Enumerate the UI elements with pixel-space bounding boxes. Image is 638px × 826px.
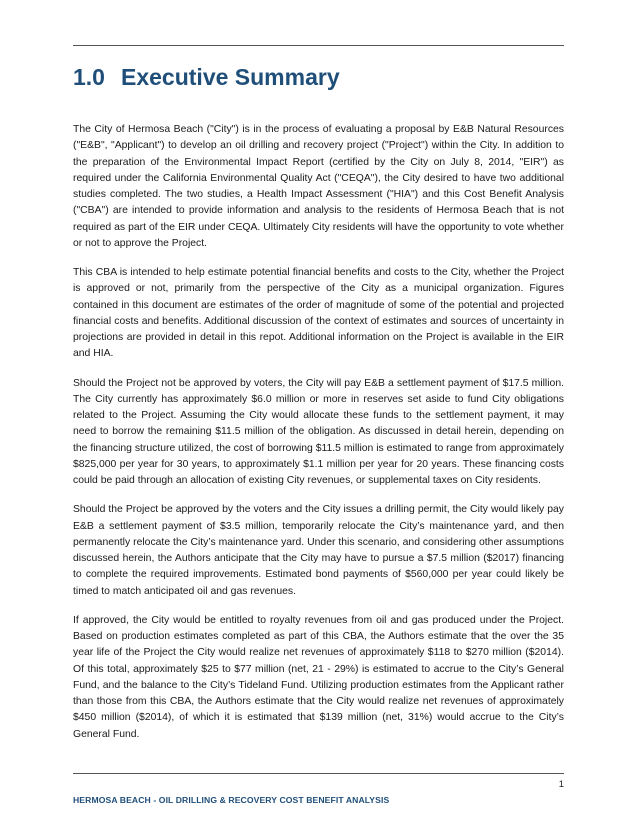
paragraph-approved: Should the Project be approved by the voters and the City issues a drilling permit, the City would likely pay E&B a settlement payment of $3.5 million, temporarily relocate the City’s maintenance yard, and then permanently relocate the City’s maintenance yard. Under this scenario, and considering other assumptions discussed herein, the Authors anticipate that the City may have to pursue a $7.5 million ($2017) financing to complete the required improvements. Estimated bond payments of $560,000 per year could likely be timed to match anticipated oil and gas revenues. [73, 504, 564, 597]
header-rule [73, 45, 564, 46]
paragraph-royalty: If approved, the City would be entitled to royalty revenues from oil and gas produced under the Project. Based on production estimates completed as part of this CBA, the Authors estimate that the over the 35 year life of the Project the City would realize net revenues of approximately $118 to $270 million ($2014). Of this total, approximately $25 to $77 million (net, 21 - 29%) is estimated to accrue to the City’s General Fund, and the balance to the City’s Tideland Fund. Utilizing production estimates from the Applicant rather than those from this CBA, the Authors estimate that the City would realize net revenues of approximately $450 million ($2014), of which it is estimated that $139 million (net, 31%) would accrue to the City’s General Fund. [73, 614, 564, 740]
paragraph-intro: The City of Hermosa Beach ("City") is in the process of evaluating a proposal by E&B Natural Resources ("E&B", "Applicant") to develop an oil drilling and recovery project ("Project") within the City. In addition to the preparation of the Environmental Impact Report (certified by the City on July 8, 2014, "EIR") as required under the California Environmental Quality Act ("CEQA"), the City desired to have two additional studies completed. The two studies, a Health Impact Assessment ("HIA") and this Cost Benefit Analysis ("CBA") are intended to provide information and analysis to the residents of Hermosa Beach that is not required as part of the EIR under CEQA. Ultimately City residents will have the opportunity to vote whether or not to approve the Project. [73, 124, 564, 249]
paragraph-cba-purpose: This CBA is intended to help estimate potential financial benefits and costs to the City, whether the Project is approved or not, primarily from the perspective of the City as a municipal organization. Figures contained in this document are estimates of the order of magnitude of some of the potential and projected financial costs and benefits. Additional discussion of the context of estimates and sources of uncertainty in projections are provided in detail in this repot. Additional information on the Project is available in the EIR and HIA. [73, 267, 564, 360]
paragraph-not-approved: Should the Project not be approved by voters, the City will pay E&B a settlement payment of $17.5 million. The City currently has approximately $6.0 million or more in reserves set aside to fund City obligations related to the Project. Assuming the City would allocate these funds to the settlement payment, it may need to borrow the remaining $11.5 million of the obligation. As discussed in detail herein, depending on the financing structure utilized, the cost of borrowing $11.5 million is estimated to range from approximately $825,000 per year for 30 years, to approximately $1.1 million per year for 20 years. These financing costs could be paid through an allocation of existing City revenues, or supplemental taxes on City residents. [73, 377, 564, 486]
section-title: Executive Summary [121, 64, 340, 90]
section-heading [73, 64, 564, 91]
section-number: 1.0 [73, 64, 105, 90]
document-body [73, 122, 564, 756]
footer-title: HERMOSA BEACH - OIL DRILLING & RECOVERY COST BENEFIT ANALYSIS [73, 795, 390, 805]
footer-rule [73, 773, 564, 774]
page-number: 1 [558, 779, 564, 790]
